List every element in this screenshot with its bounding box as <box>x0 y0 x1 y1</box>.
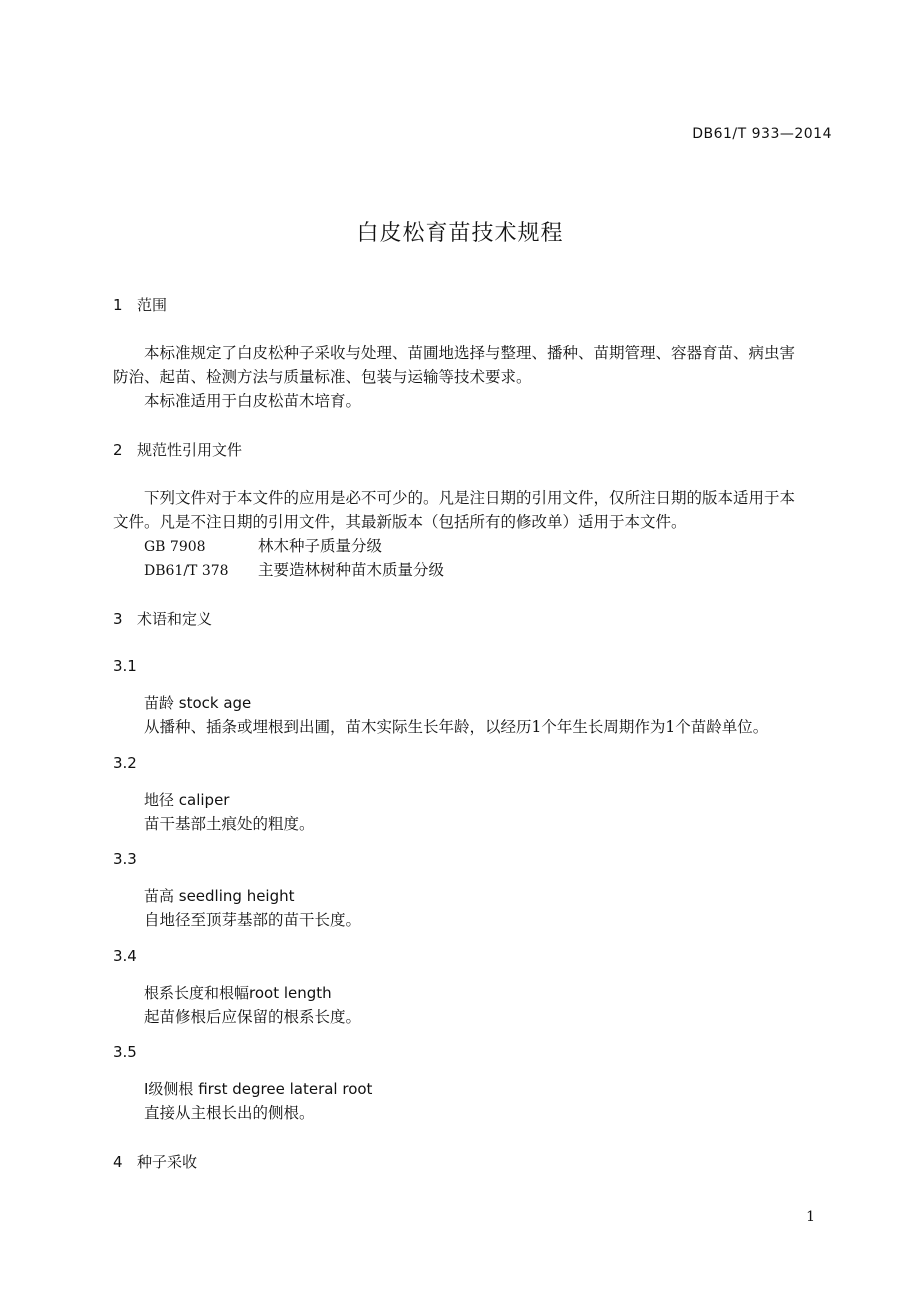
section-1-paragraph-2: 本标准适用于白皮松苗木培育。 <box>144 392 362 410</box>
standard-code: DB61/T 933—2014 <box>692 126 832 142</box>
term-number: 3.2 <box>113 754 137 772</box>
section-title: 范围 <box>137 296 168 314</box>
section-number: 2 <box>113 441 123 459</box>
term-definition: 起苗修根后应保留的根系长度。 <box>144 1008 362 1026</box>
term-definition: 直接从主根长出的侧根。 <box>144 1104 315 1122</box>
document-title: 白皮松育苗技术规程 <box>356 221 564 246</box>
term-definition: 自地径至顶芽基部的苗干长度。 <box>144 911 362 929</box>
section-number: 3 <box>113 610 123 628</box>
term-number: 3.4 <box>113 947 137 965</box>
term-title: 苗高 seedling height <box>144 887 295 905</box>
page-number: 1 <box>806 1209 815 1225</box>
section-title: 种子采收 <box>137 1153 198 1171</box>
normative-reference <box>144 534 382 559</box>
section-number: 4 <box>113 1153 123 1171</box>
term-title: 根系长度和根幅root length <box>144 984 332 1002</box>
reference-title: 林木种子质量分级 <box>258 537 383 555</box>
section-1-paragraph-1: 本标准规定了白皮松种子采收与处理、苗圃地选择与整理、播种、苗期管理、容器育苗、病虫害防治、起苗、检测方法与质量标准、包装与运输等技术要求。 <box>113 344 796 386</box>
normative-reference <box>144 558 444 583</box>
section-title: 规范性引用文件 <box>137 441 243 459</box>
section-2-paragraph-1: 下列文件对于本文件的应用是必不可少的。凡是注日期的引用文件，仅所注日期的版本适用于本文件。凡是不注日期的引用文件，其最新版本（包括所有的修改单）适用于本文件。 <box>113 489 796 531</box>
section-1-heading <box>113 294 167 315</box>
section-title: 术语和定义 <box>137 610 213 628</box>
term-number: 3.5 <box>113 1043 137 1061</box>
section-3-heading <box>113 608 212 629</box>
section-number: 1 <box>113 296 123 314</box>
term-title: 苗龄 stock age <box>144 694 252 712</box>
section-2-heading <box>113 439 242 460</box>
reference-code: DB61/T 378 <box>144 563 229 579</box>
term-number: 3.3 <box>113 850 137 868</box>
term-definition: 从播种、插条或埋根到出圃，苗木实际生长年龄，以经历1个年生长周期作为1个苗龄单位。 <box>144 718 769 736</box>
section-4-heading <box>113 1151 197 1172</box>
reference-title: 主要造林树种苗木质量分级 <box>258 561 445 579</box>
term-title: 地径 caliper <box>144 791 230 809</box>
term-number: 3.1 <box>113 657 137 675</box>
term-definition: 苗干基部土痕处的粗度。 <box>144 815 315 833</box>
reference-code: GB 7908 <box>144 539 206 555</box>
term-title: Ⅰ级侧根 first degree lateral root <box>144 1080 373 1098</box>
